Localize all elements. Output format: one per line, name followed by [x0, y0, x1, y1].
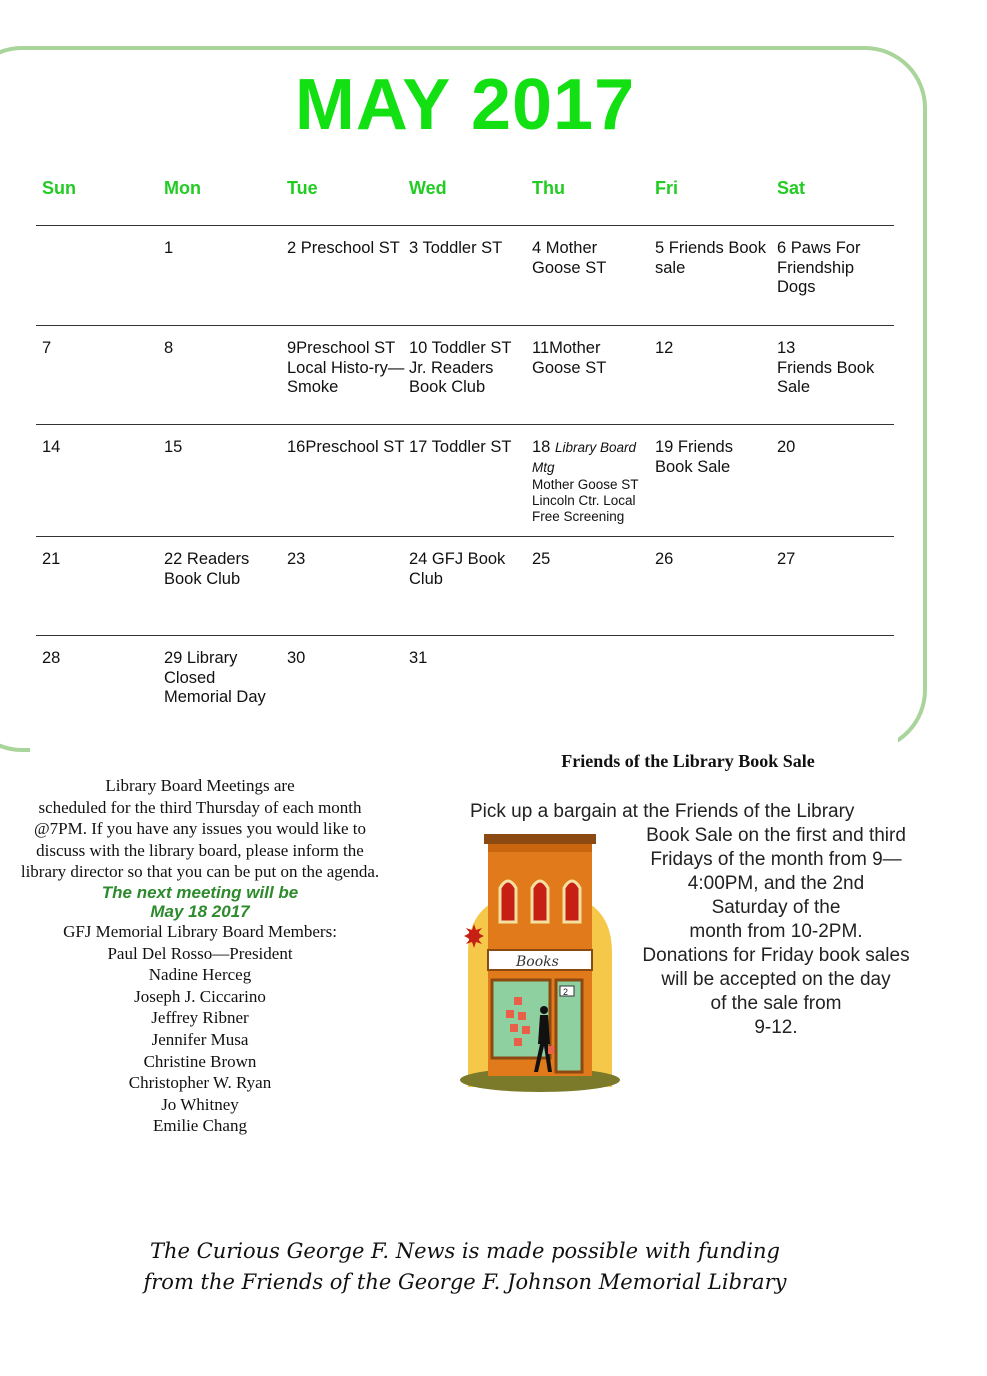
calendar-day-cell: 21	[42, 550, 61, 568]
calendar-day-cell: 31	[409, 649, 428, 667]
bookshop-illustration	[448, 832, 632, 1092]
sale-line: month from 10-2PM.	[689, 921, 863, 942]
day-header-tue: Tue	[287, 178, 318, 198]
member-name: Jennifer Musa	[151, 1029, 249, 1049]
door-number: 2	[563, 987, 569, 997]
calendar-day-cell: 3 Toddler ST	[409, 239, 503, 257]
calendar-day-cell: 17 Toddler ST	[409, 438, 512, 456]
sale-line: Saturday of the	[711, 897, 841, 918]
member-name: Jeffrey Ribner	[151, 1008, 249, 1028]
member-name: Jo Whitney	[161, 1094, 239, 1114]
week-divider	[36, 536, 894, 537]
calendar-day-cell: 10 Toddler ST Jr. Readers Book Club	[409, 339, 512, 396]
calendar-day-cell: 24 GFJ Book Club	[409, 550, 506, 588]
members-title: GFJ Memorial Library Board Members:	[63, 921, 337, 941]
day-header-sat: Sat	[777, 178, 806, 198]
day-header-mon: Mon	[164, 178, 201, 198]
day-header-thu: Thu	[532, 178, 565, 198]
calendar-day-cell: 29 Library Closed Memorial Day	[164, 649, 266, 706]
bookshop-sign: Books	[516, 954, 559, 970]
member-name: Nadine Herceg	[148, 965, 252, 985]
day-header-sun: Sun	[42, 178, 76, 198]
sale-line: Fridays of the month from 9—	[650, 849, 902, 870]
calendar-day-cell: 19 Friends Book Sale	[655, 438, 733, 476]
calendar-day-cell: 5 Friends Book sale	[655, 239, 766, 277]
calendar-day-cell: 9Preschool ST Local Histo-ry—Smoke	[287, 339, 405, 396]
calendar-title: MAY 2017	[294, 65, 636, 145]
calendar-day-cell: 2 Preschool ST	[287, 239, 400, 257]
sale-line: of the sale from	[710, 993, 842, 1014]
footer-line-2: from the Friends of the George F. Johnson Memorial Library	[143, 1270, 787, 1294]
member-name: Joseph J. Ciccarino	[134, 986, 266, 1006]
book-sale-lead: Pick up a bargain at the Friends of the Library	[470, 801, 855, 822]
calendar-day-cell: 27	[777, 550, 796, 568]
calendar-day-cell: 13 Friends Book Sale	[777, 339, 875, 396]
board-intro-3: @7PM. If you have any issues you would like to	[33, 819, 366, 839]
week-divider	[36, 635, 894, 636]
board-intro-5: library director so that you can be put on the agenda.	[20, 862, 380, 882]
calendar-day-cell: 25	[532, 550, 551, 568]
sale-line: Book Sale on the first and third	[646, 825, 906, 846]
calendar-day-cell: 7	[42, 339, 52, 357]
next-meeting-line-1: The next meeting will be	[101, 882, 299, 902]
footer-credit	[0, 1236, 930, 1298]
calendar-day-cell: 30	[287, 649, 306, 667]
calendar-day-cell: 26	[655, 550, 674, 568]
week-divider	[36, 225, 894, 226]
book-sale-heading: Friends of the Library Book Sale	[561, 751, 815, 771]
calendar-day-cell: 22 Readers Book Club	[164, 550, 250, 588]
day-header-wed: Wed	[409, 178, 447, 198]
sale-line: will be accepted on the day	[661, 969, 891, 990]
member-name: Christopher W. Ryan	[128, 1073, 272, 1093]
calendar-frame	[0, 46, 927, 752]
calendar-day-cell: 1	[164, 239, 174, 257]
calendar-day-cell: 4 Mother Goose ST	[532, 239, 607, 277]
member-name: Emilie Chang	[153, 1116, 247, 1136]
week-divider	[36, 325, 894, 326]
calendar-day-cell: 23	[287, 550, 306, 568]
day-header-fri: Fri	[655, 178, 679, 198]
board-intro-2: scheduled for the third Thursday of each month	[38, 797, 362, 817]
book-sale-text	[626, 824, 926, 1040]
week-divider	[36, 424, 894, 425]
next-meeting-line-2: May 18 2017	[150, 901, 250, 921]
member-name: Paul Del Rosso—President	[107, 943, 293, 963]
footer-line-1: The Curious George F. News is made possible with funding	[150, 1239, 780, 1263]
calendar-day-cell: 11Mother Goose ST	[532, 339, 607, 377]
calendar-day-cell: 18 Library Board Mtg Mother Goose ST Lincoln Ctr. Local Free Screening	[532, 438, 639, 524]
calendar-day-cell: 28	[42, 649, 61, 667]
calendar-day-cell: 20	[777, 438, 796, 456]
sale-line: 9-12.	[754, 1017, 798, 1038]
calendar-day-cell: 8	[164, 339, 174, 357]
sale-line: Donations for Friday book sales	[642, 945, 910, 966]
calendar-day-cell: 14	[42, 438, 61, 456]
calendar-day-cell: 6 Paws For Friendship Dogs	[777, 239, 861, 296]
board-intro-1: Library Board Meetings are	[105, 776, 295, 795]
calendar-day-cell: 15	[164, 438, 183, 456]
calendar-day-cell: 12	[655, 339, 674, 357]
board-meetings-notice	[0, 775, 420, 1137]
sale-line: 4:00PM, and the 2nd	[687, 873, 865, 894]
member-name: Christine Brown	[143, 1051, 257, 1071]
calendar-day-cell: 16Preschool ST	[287, 438, 405, 456]
board-intro-4: discuss with the library board, please inform the	[36, 840, 364, 860]
